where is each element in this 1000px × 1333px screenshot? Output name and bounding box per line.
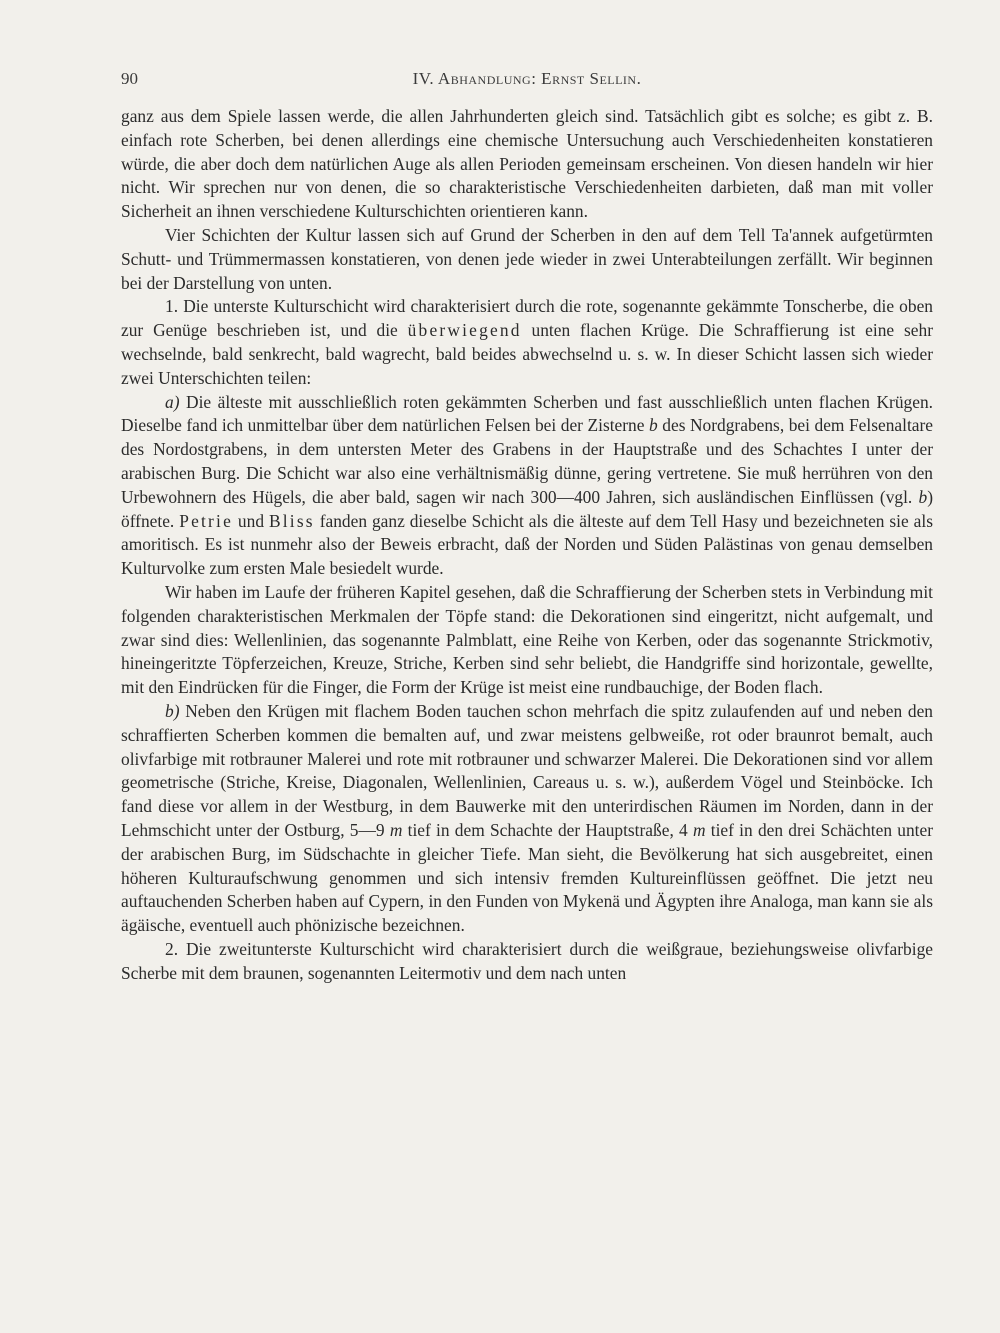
paragraph-first-layer bbox=[121, 295, 933, 390]
text-run: unten flachen Krüge. Die Schraffierung ist eine sehr wechselnde, bald senkrecht, bald wagrecht, bald beides abwechselnd u. s. w. In dieser Schicht lassen sich wieder zwei Unterschichten teilen: bbox=[121, 320, 933, 388]
italic-unit: m bbox=[389, 819, 403, 840]
running-header bbox=[121, 69, 933, 93]
italic-letter: b bbox=[649, 415, 658, 436]
text-run: fanden ganz dieselbe Schicht als die älteste auf dem Tell Hasy und bezeichneten sie als amoritisch. Es ist nunmehr also der Beweis erbracht, daß der Norden und Süden Palästinas von genau demselben Kulturvolke zum ersten Male besiedelt wurde. bbox=[121, 510, 933, 579]
text-run: Die älteste mit ausschließlich roten gekämmten Scherben und fast ausschließlich unten flachen Krügen. Dieselbe fand ich unmittelbar über dem natürlichen Felsen bei der Zisterne bbox=[121, 391, 933, 436]
page-number: 90 bbox=[121, 69, 138, 88]
italic-unit: m bbox=[692, 819, 706, 840]
text-run: tief in dem Schachte der Hauptstraße, 4 bbox=[402, 819, 693, 840]
italic-letter: b bbox=[918, 486, 928, 507]
paragraph-vier-schichten: Vier Schichten der Kultur lassen sich auf Grund der Scherben in den auf dem Tell Ta'annek aufgetürmten Schutt- und Trümmermassen konstatieren, von denen jede wieder in zwei Unterabteilungen zerfällt. Wir beginnen bei der Darstellung von unten. bbox=[121, 224, 933, 293]
text-run: tief in den drei Schächten unter der arabischen Burg, im Südschachte in gleicher Tiefe. Man sieht, die Bevölkerung hat sich ausgebreitet, einen höheren Kulturaufschwung genommen und sich intensiv fremden Kultureinflüssen geöffnet. Die jetzt neu auftauchenden Scherben haben auf Cypern, in den Funden von Mykenä und Ägypten ihre Analoga, man kann sie als ägäische, eventuell auch phönizische bezeichnen. bbox=[121, 819, 933, 936]
text-run: Neben den Krügen mit flachem Boden tauchen schon mehrfach die spitz zulaufenden auf und neben den schraffierten Scherben kommen die bemalten auf, und zwar meistens gelbweiße, rot oder braunrot bemalt, auch olivfarbige mit rotbrauner Malerei und rote mit rotbrauner und schwarzer Malerei. Die Dekorationen sind vor allem geometrische (Striche, Kreise, Diagonalen, Wellenlinien, Careaus u. s. w.), außerdem Vögel und Steinböcke. Ich fand diese vor allem in der Westburg, in dem Bauwerke mit den unterirdischen Räumen im Norden, dann in der Lehmschicht unter der Ostburg, 5—9 bbox=[121, 700, 933, 840]
paragraph-schraffierung: Wir haben im Laufe der früheren Kapitel gesehen, daß die Schraffierung der Scherben stets in Verbindung mit folgenden charakteristischen Merkmalen der Töpfe stand: die Dekorationen sind eingeritzt, nicht aufgemalt, und zwar sind dies: Wellenlinien, das sogenannte Palmblatt, eine Reihe von Kerben, oder das sogenannte Strickmotiv, hineingeritzte Töpferzeichen, Kreuze, Striche, Kerben sind sehr beliebt, die Handgriffe sind horizontale, gewellte, mit den Eindrücken für die Finger, die Form der Krüge ist meist eine rundbauchige, der Boden flach. bbox=[121, 581, 933, 698]
running-title: IV. Abhandlung: Ernst Sellin. bbox=[412, 69, 642, 88]
section-label-a: a) bbox=[165, 391, 180, 412]
paragraph-sublayer-b bbox=[121, 700, 933, 938]
text-run: ) öffnete. bbox=[121, 486, 933, 531]
paragraph-second-layer: 2. Die zweitunterste Kulturschicht wird charakterisiert durch die weißgraue, beziehungsweise olivfarbige Scherbe mit dem braunen, sogenannten Leitermotiv und dem nach unten bbox=[121, 938, 933, 983]
text-run: des Nordgrabens, bei dem Felsenaltare des Nordostgrabens, in dem untersten Meter des Grabens in der Hauptstraße und des Schachtes I unter der arabischen Burg. Die Schicht war also eine verhältnismäßig dünne, gering vertretene. Sie muß herrühren von den Urbewohnern des Hügels, die aber bald, sagen wir nach 300—400 Jahren, sich ausländischen Einflüssen (vgl. bbox=[121, 415, 933, 507]
paragraph-continuation: ganz aus dem Spiele lassen werde, die allen Jahrhunderten gleich sind. Tatsächlich gibt es solche; es gibt z. B. einfach rote Scherben, bei denen allerdings eine chemische Untersuchung auch Verschiedenheiten konstatieren würde, die aber doch dem natürlichen Auge als allen Perioden gemeinsam erscheinen. Von diesen handeln wir hier nicht. Wir sprechen nur von denen, die so charakteristische Verschiedenheiten darbieten, daß man mit voller Sicherheit an ihnen verschiedene Kulturschichten orientieren kann. bbox=[121, 106, 933, 222]
emphasized-word: überwiegend bbox=[407, 320, 522, 341]
section-label-b: b) bbox=[165, 700, 180, 721]
text-run: 1. Die unterste Kulturschicht wird charakterisiert durch die rote, sogenannte gekämmte Tonscherbe, die oben zur Genüge beschrieben ist, und die bbox=[121, 296, 933, 341]
author-name-petrie: Petrie bbox=[179, 510, 233, 531]
text-run: und bbox=[232, 510, 269, 531]
body-text bbox=[121, 105, 933, 985]
paragraph-sublayer-a bbox=[121, 391, 933, 581]
author-name-bliss: Bliss bbox=[268, 510, 315, 531]
